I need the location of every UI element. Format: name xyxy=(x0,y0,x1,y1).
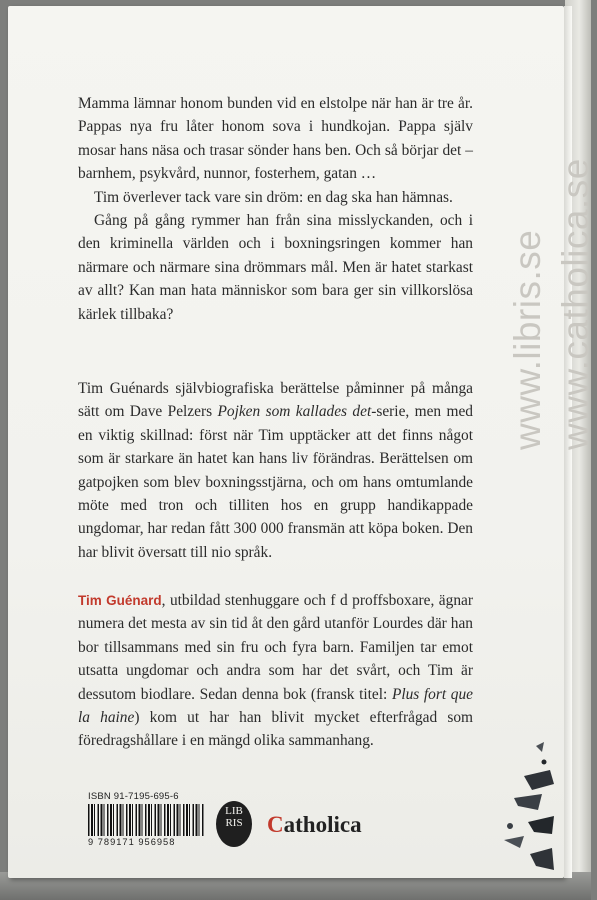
barcode-bars xyxy=(88,804,204,836)
french-title: Plus fort que la haine xyxy=(78,685,473,727)
blurb-paragraph-1: Mamma lämnar honom bunden vid en elstolpe när han är tre år. Pappas nya fru låter honom sova i hundkojan. Pappa själv mosar hans näsa och trasar sönder hans ben. Och så börjar det – barnhem, psykvård, nunnor, fosterhem, gatan … xyxy=(78,95,473,183)
blurb-second-section xyxy=(78,377,473,564)
catholica-logo-initial: C xyxy=(267,812,284,837)
barcode-digits: 9 789171 956958 xyxy=(88,837,176,847)
blurb-paragraph-2: Tim överlever tack vare sin dröm: en dag ska han hämnas. xyxy=(94,188,453,206)
libris-logo-line-1: LIB xyxy=(225,805,243,817)
author-name: Tim Guénard xyxy=(78,593,162,608)
author-bio-text-end: ) kom ut har han blivit mycket efterfrågad som föredragshållare i en mängd olika sammanhang. xyxy=(78,709,473,750)
isbn-number: ISBN 91-7195-695-6 xyxy=(88,791,179,802)
blurb-first-section xyxy=(78,92,473,326)
catholica-logo-rest: atholica xyxy=(283,812,362,837)
author-bio-section xyxy=(78,589,473,753)
blurb-comparison-paragraph xyxy=(78,377,473,564)
libris-logo-line-2: RIS xyxy=(225,817,243,829)
book-back-cover xyxy=(8,6,564,878)
paint-splatter-decoration xyxy=(484,736,556,886)
catholica-url: www.catholica.se xyxy=(555,158,596,450)
author-bio-text-start: , utbildad stenhuggare och f d proffsboxare, ägnar numera det mesta av sin tid åt den gård utanför Lourdes där han bor tillsammans med sin fru och fyra barn. Familjen tar emot utsatta ungdomar och andra som har det svårt, och Tim är dessutom biodlare. Sedan denna bok (fransk titel: xyxy=(78,592,473,703)
blurb-comparison-lead: Tim Guénards självbiografiska berättelse påminner på många sätt om Dave Pelzers xyxy=(78,380,473,421)
author-bio-paragraph xyxy=(78,589,473,753)
blurb-comparison-rest: -serie, men med en viktig skillnad: först när Tim upptäcker att det finns något som är starkare än hatet kan hans liv förändras. Berättelsen om gatpojken som blev boxningsstjärna, och om hans omtumlande möte med tron och tilliten hos en grupp handikappade ungdomar, har redan fått 300 000 fransmän att köpa boken. Den har blivit översatt till nio språk. xyxy=(78,403,473,561)
blurb-paragraph-3: Gång på gång rymmer han från sina misslyckanden, och i den kriminella världen och i boxningsringen kommer han närmare och närmare sina drömmars mål. Men är hatet starkast av allt? Kan man hata människor som bara ger sin villkorslösa kärlek tillbaka? xyxy=(78,212,473,323)
catholica-logo xyxy=(267,812,362,838)
pelzer-book-title: Pojken som kallades det xyxy=(217,403,372,421)
libris-logo-icon xyxy=(216,801,252,847)
isbn-barcode xyxy=(88,791,206,849)
libris-url: www.libris.se xyxy=(507,229,548,450)
